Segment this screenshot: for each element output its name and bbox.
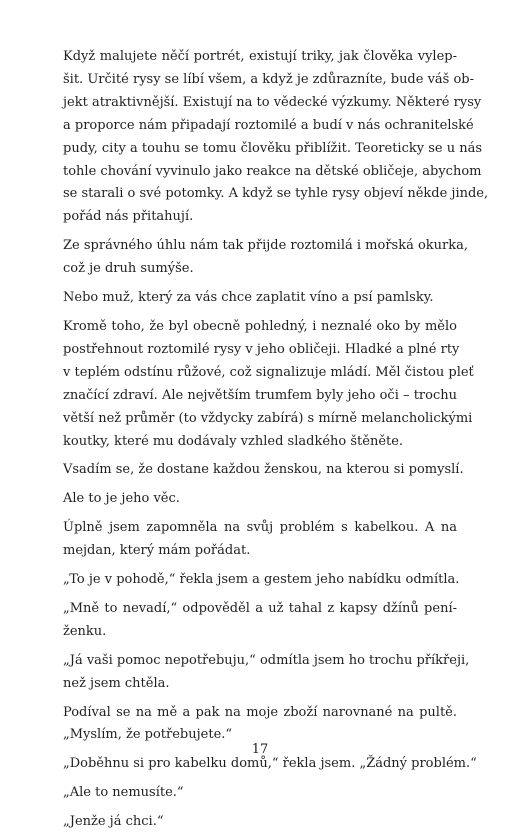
paragraph xyxy=(63,46,489,229)
text-line: šit. Určité rysy se líbí všem, a když je zdůrazníte, bude váš ob- xyxy=(63,71,475,87)
text-line: v teplém odstínu růžové, což signalizuje mládí. Měl čistou pleť xyxy=(63,364,474,380)
text-line: Úplně jsem zapomněla na svůj problém s kabelkou. A na xyxy=(63,520,457,536)
text-line: Ze správného úhlu nám tak přijde roztomilá i mořská okurka, xyxy=(63,238,469,254)
text-line: „Doběhnu si pro kabelku domů,“ řekla jsem. „Žádný problém.“ xyxy=(63,756,477,772)
text-line: Nebo muž, který za vás chce zaplatit víno a psí pamlsky. xyxy=(63,290,434,306)
text-line: Vsadím se, že dostane každou ženskou, na kterou si pomyslí. xyxy=(63,462,464,478)
text-line: tohle chování vyvinulo jako reakce na dětské obličeje, abychom xyxy=(63,163,482,179)
text-line: koutky, které mu dodávaly vzhled sladkého štěněte. xyxy=(63,433,404,449)
text-line: Podíval se na mě a pak na moje zboží narovnané na pultě. xyxy=(63,704,457,720)
paragraph xyxy=(63,598,457,644)
text-line: pořád nás přitahují. xyxy=(63,209,194,225)
paragraph xyxy=(63,488,457,511)
paragraph xyxy=(63,702,457,748)
text-line: se starali o své potomky. A když se tyhle rysy objeví někde jinde, xyxy=(63,186,489,202)
body-text xyxy=(63,46,489,840)
paragraph xyxy=(63,650,470,696)
text-line: a proporce nám připadají roztomilé a budí v nás ochranitelské xyxy=(63,117,474,133)
page-number: 17 xyxy=(251,742,269,757)
text-line: „Mně to nevadí,“ odpověděl a už tahal z kapsy džínů pení- xyxy=(63,600,457,616)
text-line: „Ale to nemusíte.“ xyxy=(63,785,184,801)
text-line: Když malujete něčí portrét, existují triky, jak člověka vylep- xyxy=(63,49,457,64)
paragraph xyxy=(63,235,469,281)
text-line: značící zdraví. Ale největším trumfem byly jeho oči – trochu xyxy=(63,387,457,403)
text-line: postřehnout roztomilé rysy v jeho obličeji. Hladké a plné rty xyxy=(63,341,460,357)
text-line: Kromě toho, že byl obecně pohledný, i neznalé oko by mělo xyxy=(63,318,457,334)
paragraph xyxy=(63,316,474,453)
paragraph xyxy=(63,569,460,592)
text-line: „Já vaši pomoc nepotřebuju,“ odmítla jsem ho trochu příkřeji, xyxy=(63,652,470,668)
text-line: pudy, city a touhu se tomu člověku přiblížit. Teoreticky se u nás xyxy=(63,140,483,156)
text-line: větší než průměr (to vždycky zabírá) s mírně melancholickými xyxy=(63,410,473,426)
paragraph xyxy=(63,517,457,563)
text-line: Ale to je jeho věc. xyxy=(63,491,180,507)
text-line: jekt atraktivnější. Existují na to vědecké výzkumy. Některé rysy xyxy=(63,94,482,110)
paragraph xyxy=(63,811,457,834)
text-line: ženku. xyxy=(63,623,107,639)
paragraph xyxy=(63,782,457,805)
text-line: což je druh sumýše. xyxy=(63,261,194,277)
text-line: „Myslím, že potřebujete.“ xyxy=(63,727,233,743)
paragraph xyxy=(63,287,457,310)
text-line: než jsem chtěla. xyxy=(63,675,170,691)
text-line: mejdan, který mám pořádat. xyxy=(63,543,251,559)
text-line: „Jenže já chci.“ xyxy=(63,814,164,830)
paragraph xyxy=(63,459,464,482)
text-line: „To je v pohodě,“ řekla jsem a gestem jeho nabídku odmítla. xyxy=(63,572,460,588)
